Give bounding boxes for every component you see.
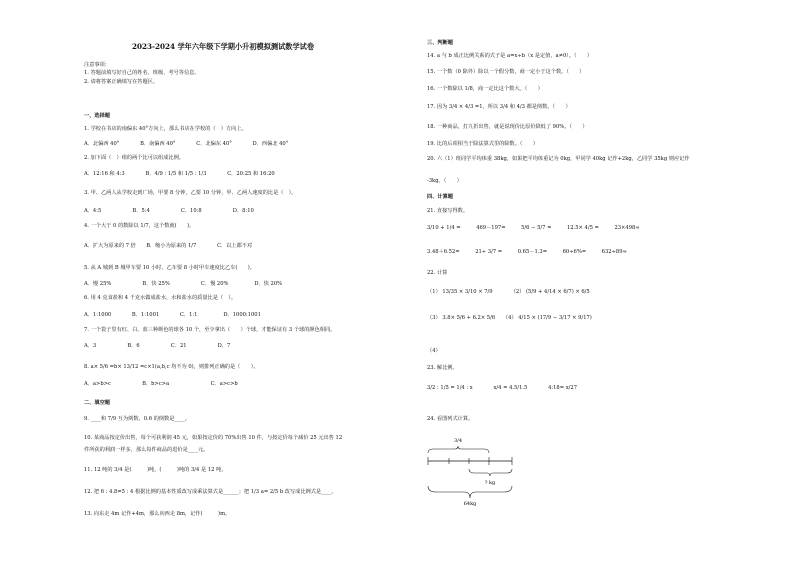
- question-line: 12. 把 6 : 4.8=5 : 4 根据比例的基本性质改写成乘法算式是______；把 1/3 a= 2/5 b 改写成比例式是____。: [84, 489, 337, 495]
- question-line: 16. 一个数除以 1/8，商一定比这个数大。（ ）: [427, 86, 543, 92]
- total-label: 64kg: [463, 501, 477, 507]
- question-line: 22. 计算: [427, 270, 448, 276]
- question-line: （1） 13/35 × 3/10 × 7/9 （2） (5/9 + 4/14 × 6/7) × 6/5: [427, 289, 590, 295]
- question-line: 18. 一种商品，打九折出售，就是说现价比原价降低了 90%。（ ）: [427, 124, 588, 130]
- question-line: 20. 六（1）班同学平均体重 38kg，如果把平均体重记为 0kg，甲同学 40kg 记作+2kg，乙同学 35kg 则应记作: [427, 156, 690, 162]
- page-title: 2023-2024 学年六年级下学期小升初模拟测试数学试卷: [132, 42, 315, 51]
- question-line: A．扩大为原来的 7 倍 B．缩小为原来的 1/7 C．以上都不对: [84, 243, 253, 249]
- section-heading: 一、选择题: [84, 113, 110, 119]
- question-line: 14. a 与 b 成正比例关系的式子是 a=x÷b（x 是定值，a≠0）。（ ）: [427, 53, 593, 59]
- question-line: 6. 用 4 克食盐和 4 千克水做成盐水，水和盐水的质量比是（ ）。: [84, 295, 237, 301]
- section-heading: 二、填空题: [84, 400, 110, 406]
- notice-item: 1. 答题前填写好自己的姓名、班级、考号等信息。: [84, 70, 200, 76]
- question-line: 24. 看图列式计算。: [427, 416, 474, 422]
- notice-item: 2. 请将答案正确填写在答题区。: [84, 79, 159, 85]
- question-line: 2. 加下面（ ）组的两个比可以组成比例。: [84, 155, 184, 161]
- question-line: 3.48＋6.52= 21÷ 3/7 = 0.65－1.3= 60÷6%= 632÷89≈: [427, 249, 627, 255]
- question-line: 19. 比的后项相当于除法算式里的除数。（ ）: [427, 141, 539, 147]
- question-line: 3/10 + 1/4 = 469－197= 5/6 − 5/7 = 12.5× 4/5 = 23×498≈: [427, 225, 640, 231]
- section-heading: 四、计算题: [427, 194, 453, 200]
- question-line: A．12:16 和 4:3 B．4/9 : 1/5 和 1/5 : 1/3 C．20:25 和 16:20: [84, 171, 275, 177]
- question-line: 5. 从 A 城到 B 城甲车要 10 小时，乙车要 8 小时甲车速度比乙车( )。: [84, 265, 255, 271]
- brace-figure: [428, 438, 512, 507]
- question-line: 23. 解比例。: [427, 365, 458, 371]
- question-line: 10. 某商品按定价出售，每个可获利润 45 元，如果按定价的 70%出售 10 件，与按定价每个减价 25 元出售 12: [84, 435, 343, 441]
- question-line: 件所获的利润一样多，那么每件商品的进价是____元。: [84, 447, 209, 453]
- notice-heading: 注意事项：: [84, 62, 110, 68]
- question-line: 4. 一个大于 0 的数除以 1/7，这个数就( )。: [84, 223, 195, 229]
- question-line: 21. 直接写得数。: [427, 208, 469, 214]
- question-line: （4）: [427, 348, 441, 354]
- question-line: A．a>b>c B．b>c>a C．a>c>b: [84, 381, 238, 387]
- question-line: A．1:1000 B．1:1001 C．1:1 D．1000:1001: [84, 312, 261, 318]
- question-line: A．4:5 B．5:4 C．10:8 D．8:10: [84, 208, 254, 214]
- question-line: 3/2 : 1/5 = 1/4 : x x/4 = 4.5/1.5 4:18= x/27: [427, 385, 577, 391]
- question-line: A．慢 25% B．快 25% C．慢 20% D．快 20%: [84, 281, 283, 287]
- question-line: 15. 一个数（0 除外）除以一个假分数，商一定小于这个数。（ ）: [427, 69, 585, 75]
- question-line: 13. 向东走 4m 记作+4m，那么向西走 8m，记作( )m。: [84, 511, 231, 517]
- question-line: A．3 B．6 C．21 D．7: [84, 343, 231, 349]
- section-heading: 三、判断题: [427, 40, 453, 46]
- question-line: A．北偏西 40° B．南偏西 40° C．北偏东 40° D．西偏北 40°: [84, 141, 289, 147]
- question-line: 9. ____和 7/9 互为倒数，0.6 的倒数是____。: [84, 416, 190, 422]
- unknown-label: ? kg: [484, 480, 496, 486]
- question-line: 3. 甲、乙两人从学校走到广场，甲要 8 分钟，乙要 10 分钟，甲、乙两人速度的比是（ ）。: [84, 190, 297, 196]
- question-line: 7. 一个袋子里有红、白、蓝三种颜色的球各 10 个，至少拿出（ ）个球，才能保证有 3 个球的颜色相同。: [84, 327, 336, 333]
- question-line: 1. 学校在书店的南偏东 40°方向上，那么书店在学校的（ ）方向上。: [84, 126, 247, 132]
- question-line: （3） 3.8× 5/6 + 6.2× 5/6 （4） 4/15 × (17/9 − 3/17 × 9/17): [427, 315, 592, 321]
- question-line: 8. a× 5/6 =b× 13/12 =c×1(a,b,c 均不为 0)，则排列正确的是（ ）。: [84, 364, 259, 370]
- question-line: -3kg。（ ）: [427, 178, 462, 184]
- top-fraction-label: 3/4: [453, 438, 463, 444]
- question-line: 11. 12 吨的 3/4 是( )吨，( )吨的 3/4 是 12 吨。: [84, 467, 227, 473]
- question-line: 17. 因为 3/4 × 4/3 =1，所以 3/4 和 4/3 都是倒数。（ ）: [427, 104, 571, 110]
